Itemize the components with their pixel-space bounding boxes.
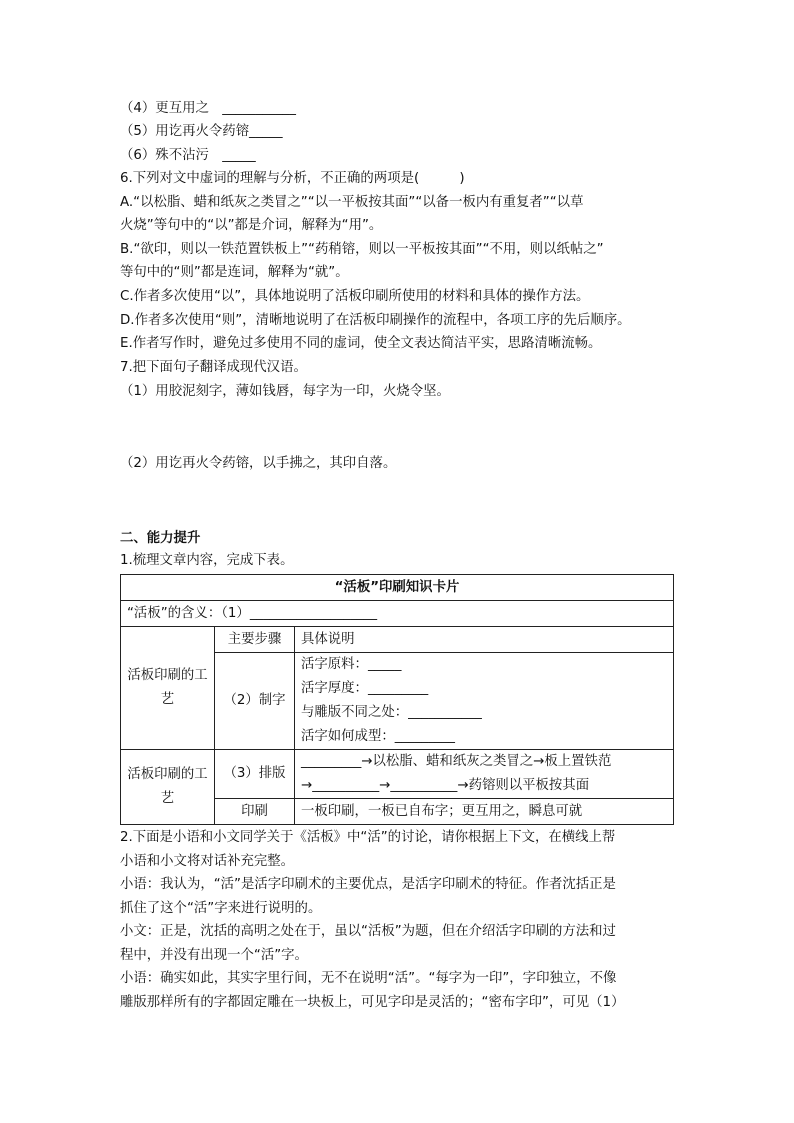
dialogue-xiaoyu-2-line-1: 小语：确实如此，其实字里行间，无不在说明“活”。“每字为一印”，字印独立，不像 xyxy=(120,971,617,986)
dialogue-xiaoyu-2-line-2: 雕版那样所有的字都固定雕在一块板上，可见字印是灵活的；“密布字印”，可见（1） xyxy=(120,995,625,1010)
dialogue-xiaoyu-1-line-1: 小语：我认为，“活”是活字印刷术的主要优点，是活字印刷术的特征。作者沈括正是 xyxy=(120,877,616,892)
option-b-line-2: 等句中的“则”都是连词，解释为“就”。 xyxy=(120,265,349,280)
option-a-line-1: A.“以松脂、蜡和纸灰之类冒之”“以一平板按其面”“以备一板内有重复者”“以草 xyxy=(120,195,584,210)
dialogue-xiaowen-line-2: 程中，并没有出现一个“活”字。 xyxy=(120,948,308,963)
table-title: “活板”印刷知识卡片 xyxy=(121,575,674,601)
dialogue-xiaoyu-1-line-2: 抓住了这个“活”字来进行说明的。 xyxy=(120,901,322,916)
type-material: 活字原料：_____ xyxy=(301,657,402,672)
question-2-prompt-line-2: 小语和小文将对话补充完整。 xyxy=(120,854,295,869)
option-e: E.作者写作时，避免过多使用不同的虚词，使全文表达简洁平实，思路清晰流畅。 xyxy=(120,336,602,351)
process-label-2: 活板印刷的工艺 xyxy=(121,750,215,825)
meaning-row: “活板”的含义：（1）___________________ xyxy=(121,601,674,627)
option-b-line-1: B.“欲印，则以一铁范置铁板上”“药稍镕，则以一平板按其面”“不用，则以纸帖之” xyxy=(120,242,604,257)
process-label-1: 活板印刷的工艺 xyxy=(121,627,215,750)
dialogue-xiaowen-line-1: 小文：正是，沈括的高明之处在于，虽以“活板”为题，但在介绍活字印刷的方法和过 xyxy=(120,924,616,939)
question-5-item-4: （4）更互用之 ___________ xyxy=(120,101,296,116)
typesetting-line-2: →__________→__________→药镕则以平板按其面 xyxy=(301,778,590,793)
question-2-prompt-line-1: 2.下面是小语和小文同学关于《活板》中“活”的讨论，请你根据上下文，在横线上帮 xyxy=(120,830,616,845)
question-7-prompt: 7.把下面句子翻译成现代汉语。 xyxy=(120,360,307,375)
make-type-description xyxy=(295,653,674,750)
header-description: 具体说明 xyxy=(295,627,674,653)
translate-item-2: （2）用讫再火令药镕，以手拂之，其印自落。 xyxy=(120,456,397,471)
typesetting-description xyxy=(295,750,674,799)
question-6-prompt: 6.下列对文中虚词的理解与分析，不正确的两项是( ) xyxy=(120,171,465,186)
step-printing: 印刷 xyxy=(215,799,295,825)
typesetting-line-1: _________→以松脂、蜡和纸灰之类冒之→板上置铁范 xyxy=(301,754,612,769)
option-d: D.作者多次使用“则”，清晰地说明了在活板印刷操作的流程中，各项工序的先后顺序。 xyxy=(120,313,631,328)
question-5-item-6: （6）殊不沾污 _____ xyxy=(120,148,256,163)
type-forming: 活字如何成型：_________ xyxy=(301,729,455,744)
difference-from-block-printing: 与雕版不同之处：___________ xyxy=(301,705,482,720)
option-c: C.作者多次使用“以”，具体地说明了活板印刷所使用的材料和具体的操作方法。 xyxy=(120,289,590,304)
type-thickness: 活字厚度：_________ xyxy=(301,681,429,696)
question-1-prompt: 1.梳理文章内容，完成下表。 xyxy=(120,553,294,568)
knowledge-card-table xyxy=(120,574,674,825)
printing-description: 一板印刷，一板已自布字；更互用之，瞬息可就 xyxy=(295,799,674,825)
translate-item-1: （1）用胶泥刻字，薄如钱唇，每字为一印，火烧令坚。 xyxy=(120,384,450,399)
option-a-line-2: 火烧”等句中的“以”都是介词，解释为“用”。 xyxy=(120,218,383,233)
step-typesetting: （3）排版 xyxy=(215,750,295,799)
question-5-item-5: （5）用讫再火令药镕_____ xyxy=(120,124,283,139)
header-main-steps: 主要步骤 xyxy=(215,627,295,653)
step-make-type: （2）制字 xyxy=(215,653,295,750)
section-heading: 二、能力提升 xyxy=(120,531,201,546)
